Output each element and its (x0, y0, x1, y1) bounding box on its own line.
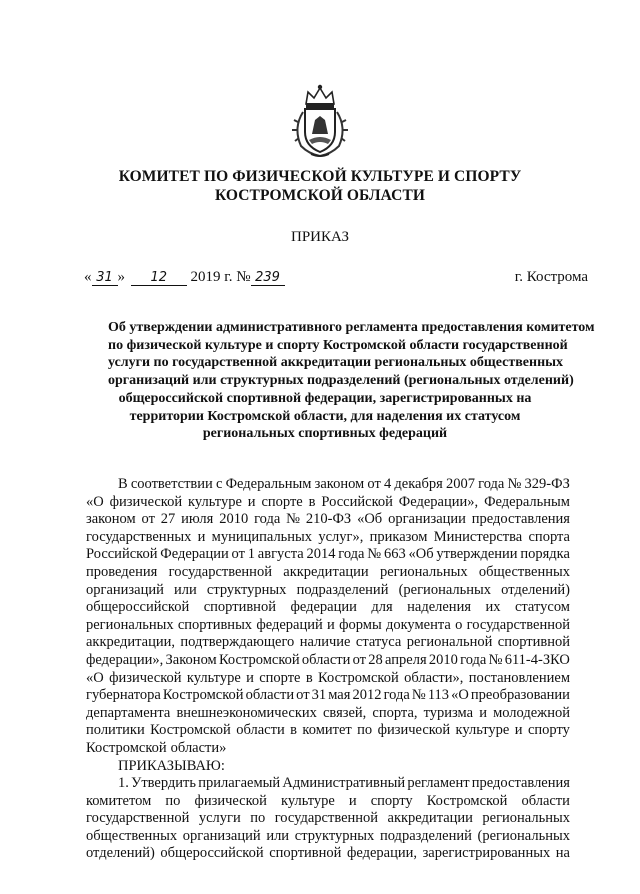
body-line: политики Костромской области в комитет по физической культуре и спорту (86, 722, 570, 739)
order-year: 2019 г. (190, 269, 233, 285)
title-line: общероссийской спортивной федерации, зарегистрированных на (118, 390, 532, 406)
order-directive: ПРИКАЗЫВАЮ: (118, 757, 225, 774)
order-title (108, 319, 595, 443)
body-line: общественных организаций или структурных подразделений (региональных (86, 827, 570, 844)
body-line: законом от 27 июля 2010 года № 210-ФЗ «Об организации предоставления (86, 511, 570, 528)
body-line: федерации», Законом Костромской области от 28 апреля 2010 года № 611-4-ЗКО (86, 651, 570, 668)
city: г. Кострома (514, 269, 588, 285)
body-line: отделений) общероссийской спортивной федерации, зарегистрированных на (86, 845, 570, 862)
order-body (86, 476, 570, 863)
body-line: Российской Федерации от 1 августа 2014 года № 663 «Об утверждении порядка (86, 546, 570, 563)
coat-of-arms-kostroma-icon (289, 82, 351, 160)
body-line: государственных и муниципальных услуг», приказом Министерства спорта (86, 528, 570, 545)
organization-name-line-2: КОСТРОМСКОЙ ОБЛАСТИ (214, 187, 426, 204)
body-line: 1. Утвердить прилагаемый Административный регламент предоставления (118, 775, 570, 792)
body-line: аккредитации, подтверждающего наличие статуса региональной спортивной (86, 634, 570, 651)
title-line: территории Костромской области, для наделения их статусом (129, 408, 521, 424)
body-line: губернатора Костромской области от 31 мая 2012 года № 113 «О преобразовании (86, 687, 570, 704)
body-line: комитетом по физической культуре и спорту Костромской области (86, 792, 570, 809)
body-line: проведения государственной аккредитации региональных общественных (86, 563, 570, 580)
body-line: региональных спортивных федераций и формы документа о государственной (86, 616, 570, 633)
title-line: Об утверждении административного регламента предоставления комитетом (108, 320, 595, 335)
number-sign: № (236, 269, 251, 285)
body-line: государственной услуги по государственной аккредитации региональных (86, 810, 570, 827)
body-line: В соответствии с Федеральным законом от 4 декабря 2007 года № 329-ФЗ (118, 476, 570, 492)
order-date-number (84, 269, 285, 286)
order-day: 31 (92, 271, 118, 286)
title-line: региональных спортивных федераций (202, 426, 448, 442)
order-number: 239 (251, 271, 285, 286)
body-line: «О физической культуре и спорте в Российской Федерации», Федеральным (86, 493, 570, 510)
close-quote: » (117, 269, 125, 285)
body-line: департамента внешнеэкономических связей, спорта, туризма и молодежной (86, 704, 570, 721)
title-line: организаций или структурных подразделений (региональных отделений) (108, 373, 574, 389)
organization-name-line-1: КОМИТЕТ ПО ФИЗИЧЕСКОЙ КУЛЬТУРЕ И СПОРТУ (118, 168, 522, 185)
document-type: ПРИКАЗ (291, 229, 349, 245)
body-line: общероссийской спортивной федерации для наделения их статусом (86, 599, 570, 616)
body-line: организаций или структурных подразделений (региональных отделений) (86, 581, 570, 598)
open-quote: « (84, 269, 92, 285)
title-line: по физической культуре и спорту Костромской области государственной (108, 337, 568, 353)
body-line: Костромской области» (86, 739, 227, 756)
title-line: услуги по государственной аккредитации региональных общественных (108, 355, 564, 371)
body-line: «О физической культуре и спорте в Костромской области», постановлением (86, 669, 570, 686)
order-month: 12 (131, 271, 187, 286)
